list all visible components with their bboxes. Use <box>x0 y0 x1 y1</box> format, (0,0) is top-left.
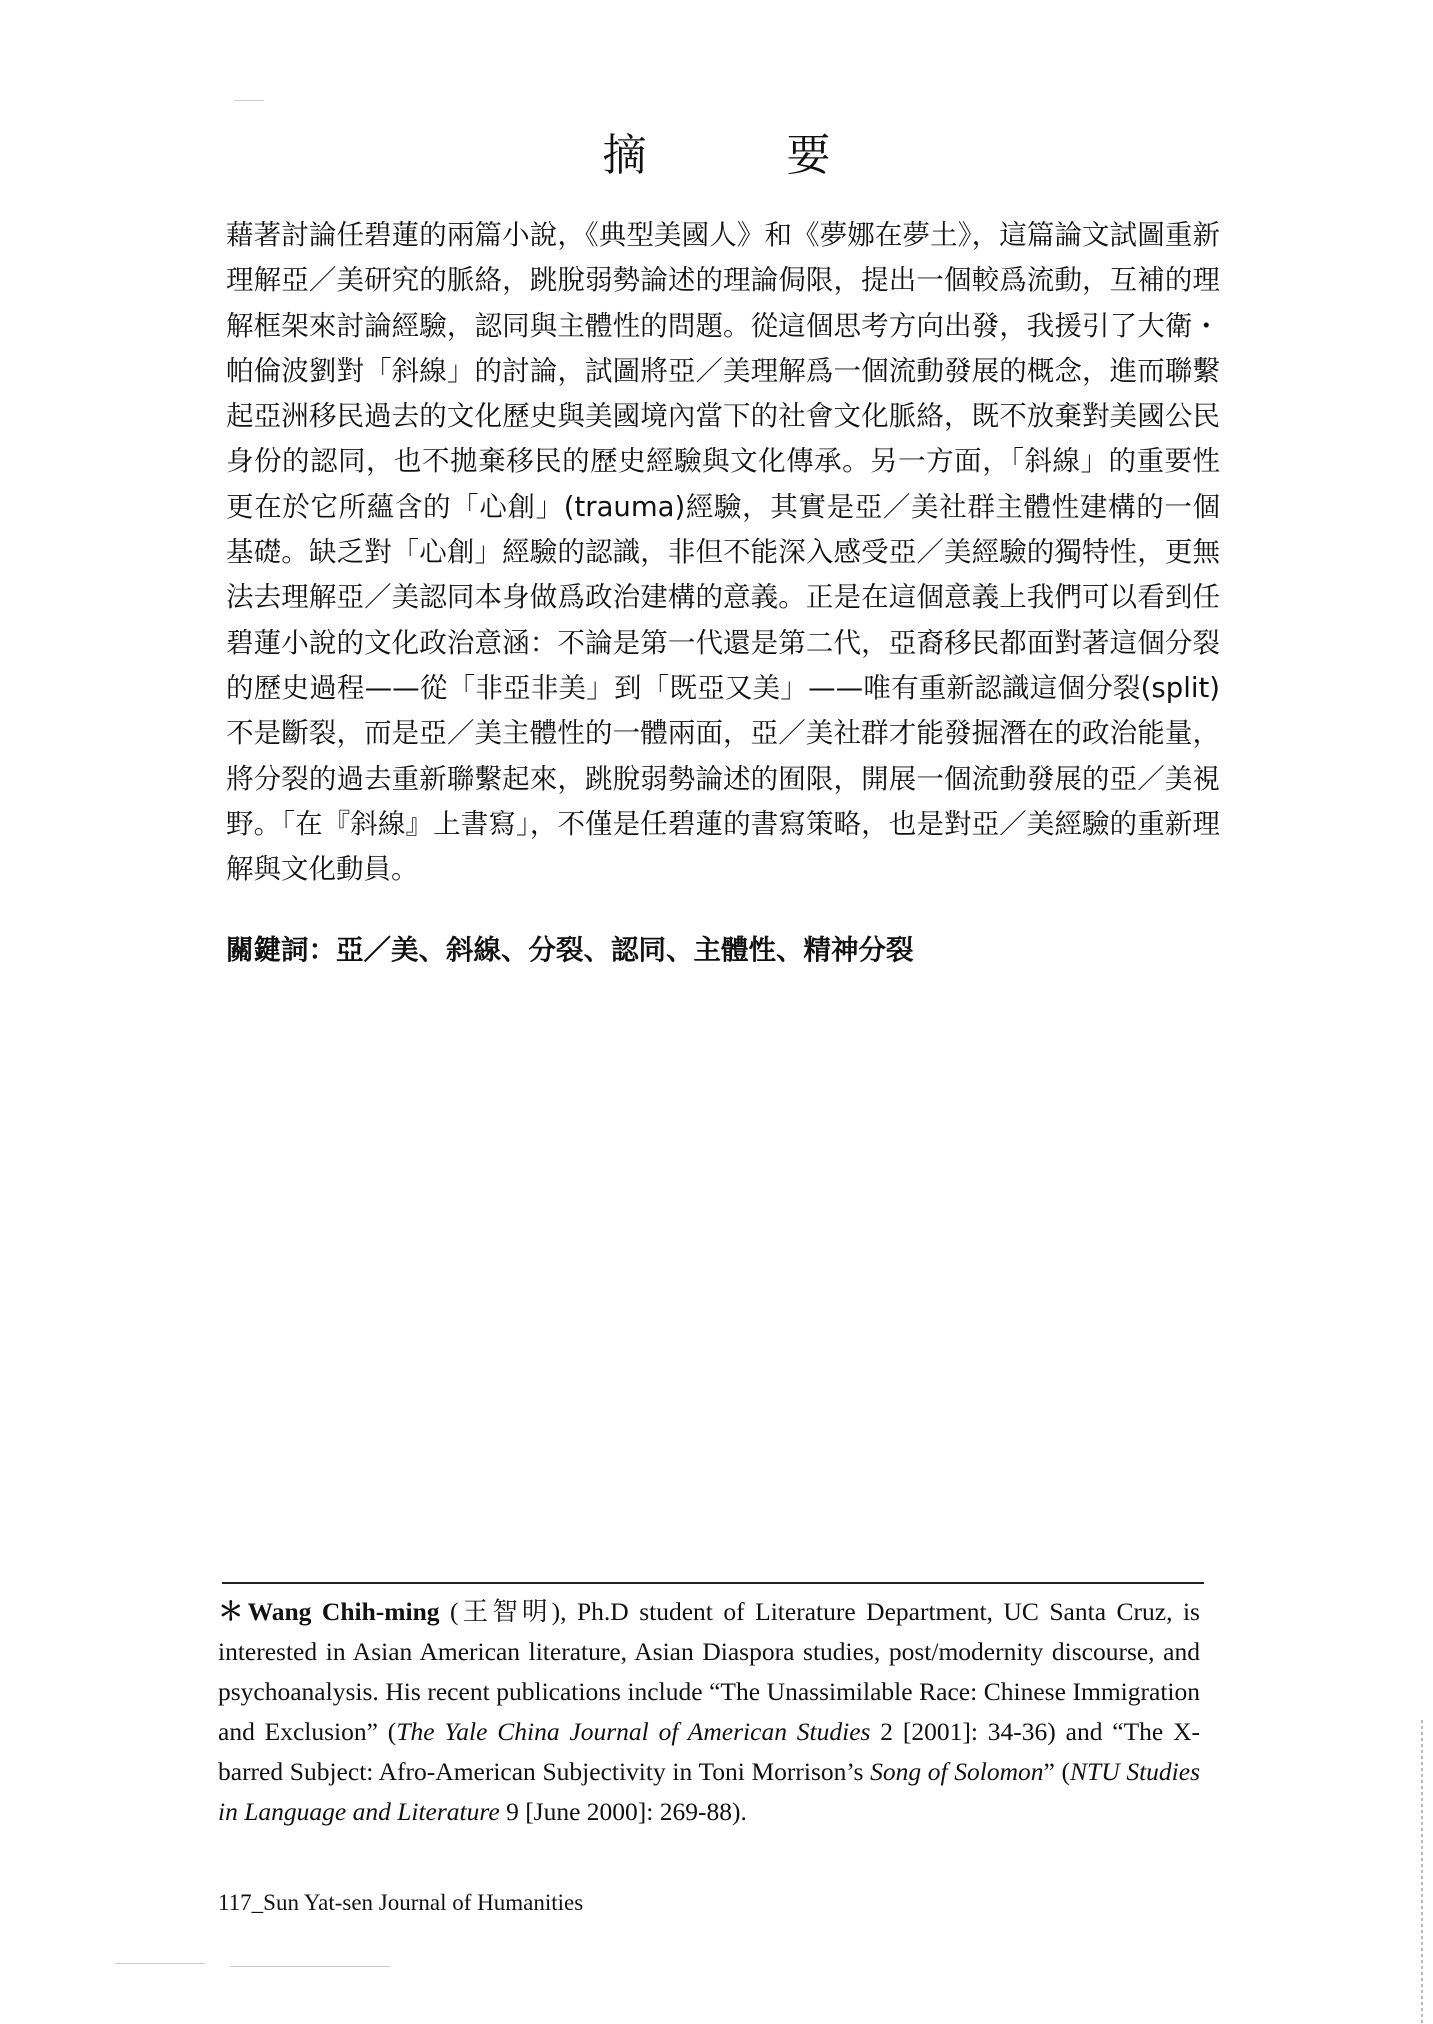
footnote-asterisk: ＊ <box>218 1597 248 1626</box>
scan-speck <box>234 100 264 101</box>
author-footnote <box>218 1592 1200 1832</box>
scan-speck <box>230 1966 390 1967</box>
abstract-heading: 摘 要 <box>602 130 879 181</box>
scan-edge-shadow <box>1421 1720 1423 2024</box>
author-name: Wang Chih-ming <box>247 1597 440 1626</box>
keywords-line: 關鍵詞：亞／美、斜線、分裂、認同、主體性、精神分裂 <box>226 934 914 966</box>
footnote-rule <box>222 1582 1204 1584</box>
author-bio-text: (王智明), Ph.D student of Literature Department, UC Santa Cruz, is interested in Asian American literature, Asian Diaspora studies, post/modernity discourse, and psychoanalysis. His recent publications include “The Unassimilable Race: Chinese Immigration and Exclusion” ( <box>218 1597 1200 1746</box>
scan-speck <box>115 1963 205 1964</box>
page-footer: 117_Sun Yat-sen Journal of Humanities <box>218 1890 584 1915</box>
abstract-body: 藉著討論任碧蓮的兩篇小說，《典型美國人》和《夢娜在夢土》，這篇論文試圖重新理解亞／美研究的脈絡，跳脫弱勢論述的理論侷限，提出一個較爲流動，互補的理解框架來討論經驗，認同與主體性的問題。從這個思考方向出發，我援引了大衛・帕倫波劉對「斜線」的討論，試圖將亞／美理解爲一個流動發展的概念，進而聯繫起亞洲移民過去的文化歷史與美國境內當下的社會文化脈絡，既不放棄對美國公民身份的認同，也不拋棄移民的歷史經驗與文化傳承。另一方面，「斜線」的重要性更在於它所蘊含的「心創」(trauma)經驗，其實是亞／美社群主體性建構的一個基礎。缺乏對「心創」經驗的認識，非但不能深入感受亞／美經驗的獨特性，更無法去理解亞／美認同本身做爲政治建構的意義。正是在這個意義上我們可以看到任碧蓮小說的文化政治意涵：不論是第一代還是第二代，亞裔移民都面對著這個分裂的歷史過程——從「非亞非美」到「既亞又美」——唯有重新認識這個分裂(split)不是斷裂，而是亞／美主體性的一體兩面，亞／美社群才能發掘潛在的政治能量，將分裂的過去重新聯繫起來，跳脫弱勢論述的囿限，開展一個流動發展的亞／美視野。「在『斜線』上書寫」，不僅是任碧蓮的書寫策略，也是對亞／美經驗的重新理解與文化動員。 <box>226 219 1220 886</box>
journal-title-1: The Yale China Journal of American Studies <box>396 1717 871 1746</box>
citation-3: 9 [June 2000]: 269-88). <box>499 1797 747 1826</box>
book-title: Song of Solomon <box>870 1757 1044 1786</box>
citation-2: ” ( <box>1043 1757 1071 1786</box>
citation-1: 2 [2001]: 34-36) and “The X-barred Subject: Afro-American Subjectivity in Toni Morrison’s <box>218 1717 1200 1786</box>
journal-title-2: NTU Studies in Language and Literature <box>218 1757 1200 1826</box>
